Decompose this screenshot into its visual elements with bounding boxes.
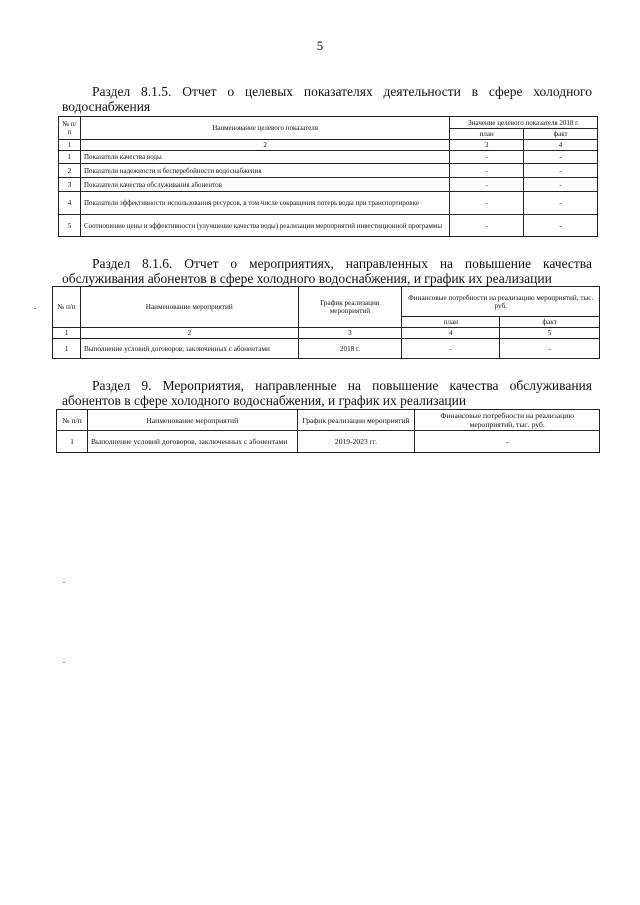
indicator-name: Показатели эффективности использования ресурсов, в том числе сокращения потерь воды при транспортировке [80,192,449,215]
col-finance-header: Финансовые потребности на реализацию мероприятий, тыс. руб. [415,410,600,431]
index-cell: 1 [53,328,81,339]
row-number: 1 [59,151,81,164]
table-row [53,339,600,359]
service-measures-schedule-table [56,409,600,453]
index-cell: 4 [524,140,598,151]
column-index-row [53,328,600,339]
index-cell: 2 [80,140,449,151]
col-fact-header: факт [500,317,600,328]
page-number: 5 [316,38,324,53]
column-index-row [59,140,598,151]
col-plan-header: план [450,129,524,140]
indicator-name: Показатели качества обслуживания абонентов [80,178,449,192]
col-target-value-header: Значение целевого показателя 2018 г. [450,117,598,129]
plan-value: - [450,151,524,164]
fact-value: - [500,339,600,359]
plan-value: - [450,215,524,237]
fact-value: - [524,178,598,192]
plan-value: - [450,164,524,178]
index-cell: 1 [59,140,81,151]
table-row [59,192,598,215]
col-number-header: № п/п [57,410,88,431]
row-number: 3 [59,178,81,192]
fact-value: - [524,151,598,164]
index-cell: 3 [298,328,402,339]
table-row [57,431,600,453]
col-schedule-header: График реализации мероприятий [297,410,415,431]
service-measures-report-table [52,286,600,359]
col-measure-name-header: Наименование мероприятий [87,410,297,431]
measure-name: Выполнение условий договоров, заключенных с абонентами [87,431,297,453]
col-measure-name-header: Наименование мероприятий [80,287,298,328]
row-number: 1 [57,431,88,453]
index-cell: 2 [80,328,298,339]
col-indicator-name-header: Наименование целевого показателя [80,117,449,140]
target-indicators-table [58,116,598,237]
row-number: 1 [53,339,81,359]
indicator-name: Показатели надежности и бесперебойности водоснабжения [80,164,449,178]
indicator-name: Показатели качества воды [80,151,449,164]
col-finance-header: Финансовые потребности на реализацию мероприятий, тыс. руб. [402,287,600,317]
plan-value: - [450,192,524,215]
scan-mark [63,662,65,663]
plan-value: - [450,178,524,192]
plan-value: - [402,339,500,359]
fact-value: - [524,215,598,237]
fact-value: - [524,164,598,178]
fact-value: - [524,192,598,215]
table-row [59,164,598,178]
scan-mark [63,582,65,583]
row-number: 5 [59,215,81,237]
index-cell: 4 [402,328,500,339]
index-cell: 3 [450,140,524,151]
col-plan-header: план [402,317,500,328]
col-number-header: № п/п [53,287,81,328]
section-8-1-6-heading: Раздел 8.1.6. Отчет о мероприятиях, направленных на повышение качества обслуживания абонентов в сфере холодного водоснабжения, и график их реализации [62,256,592,286]
section-8-1-5-heading: Раздел 8.1.5. Отчет о целевых показателях деятельности в сфере холодного водоснабжения [62,84,592,114]
table-row [59,151,598,164]
schedule-value: 2018 г. [298,339,402,359]
scan-mark [34,308,36,309]
measure-name: Выполнение условий договоров, заключенных с абонентами [80,339,298,359]
finance-value: - [415,431,600,453]
col-schedule-header: График реализации мероприятий [298,287,402,328]
table-row [59,178,598,192]
schedule-value: 2019-2023 гг. [297,431,415,453]
row-number: 4 [59,192,81,215]
table-row [59,215,598,237]
index-cell: 5 [500,328,600,339]
col-number-header: № п/п [59,117,81,140]
col-fact-header: факт [524,129,598,140]
section-9-heading: Раздел 9. Мероприятия, направленные на повышение качества обслуживания абонентов в сфере холодного водоснабжения, и график их реализации [62,378,592,408]
row-number: 2 [59,164,81,178]
indicator-name: Соотношение цены и эффективности (улучшение качества воды) реализации мероприятий инвестиционной программы [80,215,449,237]
